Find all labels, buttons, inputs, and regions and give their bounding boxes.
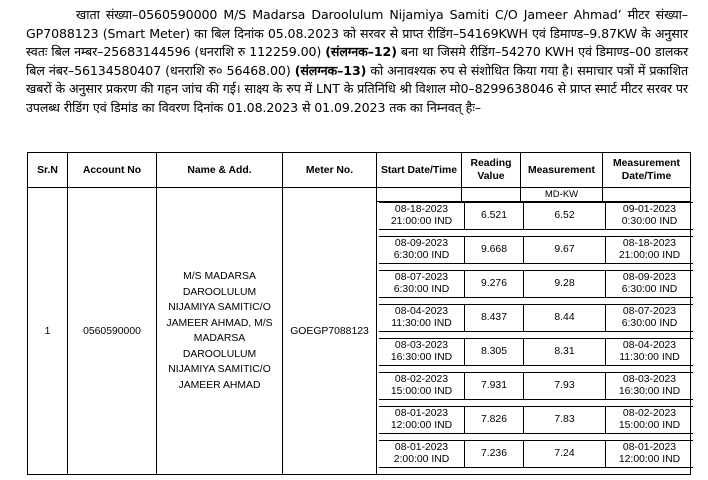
cell-measurement-measurement: 6.52	[554, 210, 575, 221]
cell-measurement-datetime	[605, 372, 693, 400]
cell-start-datetime-start-time: 12:00:00 IND	[390, 420, 453, 431]
cell-start-datetime-start-date: 08-03-2023	[394, 340, 449, 351]
cell-reading-reading: 9.276	[480, 278, 507, 289]
cell-measurement-datetime-m-date: 08-02-2023	[622, 408, 677, 419]
header-reading: Reading Value	[462, 153, 521, 188]
cell-reading	[464, 372, 523, 400]
cell-reading	[464, 202, 523, 230]
cell-measurement-datetime-m-time: 15:00:00 IND	[618, 420, 681, 431]
cell-start-datetime-start-date: 08-01-2023	[394, 408, 449, 419]
cell-start-datetime	[379, 372, 464, 400]
cell-measurement-datetime-m-date: 08-18-2023	[622, 238, 677, 249]
header-account: Account No	[68, 153, 157, 188]
cell-reading-reading: 7.826	[480, 414, 507, 425]
cell-meter: GOEGP7088123	[283, 188, 377, 475]
table-row	[379, 236, 693, 264]
cell-measurement-measurement: 7.24	[554, 448, 575, 459]
cell-measurement-measurement: 7.83	[554, 414, 575, 425]
cell-start-datetime-start-date: 08-02-2023	[394, 374, 449, 385]
header-meter: Meter No.	[283, 153, 377, 188]
cell-measurement-datetime	[605, 440, 693, 468]
cell-measurement-datetime-m-date: 09-01-2023	[622, 204, 677, 215]
table-row	[379, 270, 693, 298]
cell-measurement	[523, 304, 605, 332]
cell-start-datetime-start-time: 11:30:00 IND	[391, 318, 452, 329]
paragraph-text-2: बना था जिसमे रीडिंग–54270 KWH एवं डिमाण्ड–00 डालकर बिल नंबर–56134580407 (धनराशि रु० 56468.00)	[26, 44, 688, 78]
cell-measurement-datetime	[605, 202, 693, 230]
paragraph-text-3: को अनावश्यक रुप से संशोधित किया गया है। समाचार पत्रों में प्रकाशित खबरों के अनुसार प्रकरण की गहन जांच की गई। साक्ष्य के रुप में LNT के प्रतिनिधि श्री विशाल मो0–8299638046 से प्राप्त स्मार्ट मीटर सरवर पर उपलब्ध रीडिंग एवं डिमांड का विवरण दिनांक 01.08.2023 से 01.09.2023 तक का निम्नवत् हैः–	[26, 62, 689, 115]
cell-reading	[464, 270, 523, 298]
table-row	[379, 304, 693, 332]
cell-start-datetime-start-time: 6:30:00 IND	[393, 284, 450, 295]
cell-reading	[464, 440, 523, 468]
cell-start-datetime-start-time: 2:00:00 IND	[393, 454, 450, 465]
cell-reading	[464, 236, 523, 264]
cell-measurement-measurement: 8.31	[554, 346, 575, 357]
cell-measurement	[523, 202, 605, 230]
cell-reading	[464, 406, 523, 434]
cell-measurement	[523, 372, 605, 400]
cell-measurement-datetime	[605, 338, 693, 366]
cell-start-datetime	[379, 270, 464, 298]
cell-measurement	[523, 236, 605, 264]
cell-measurement-measurement: 9.67	[554, 244, 575, 255]
cell-reading-reading: 8.305	[480, 346, 507, 357]
table-header-row	[28, 153, 691, 188]
cell-measurement	[523, 338, 605, 366]
cell-start-datetime	[379, 338, 464, 366]
cell-measurement-datetime-m-date: 08-04-2023	[622, 340, 677, 351]
cell-start-datetime-start-date: 08-07-2023	[394, 272, 449, 283]
cell-reading-reading: 8.437	[480, 312, 507, 323]
cell-measurement-datetime	[605, 304, 693, 332]
unit-label: MD-KW	[521, 188, 603, 202]
header-measurement: Measurement	[521, 153, 603, 188]
cell-measurement-datetime-m-time: 21:00:00 IND	[618, 250, 681, 261]
cell-start-datetime	[379, 406, 464, 434]
annexure-13-label: (संलग्नक–13)	[294, 62, 367, 78]
records-subtable	[379, 196, 693, 474]
header-start: Start Date/Time	[377, 153, 462, 188]
cell-measurement	[523, 440, 605, 468]
cell-measurement-datetime	[605, 406, 693, 434]
table-row	[379, 338, 693, 366]
cell-start-datetime-start-date: 08-18-2023	[394, 204, 449, 215]
cell-measurement	[523, 406, 605, 434]
cell-reading-reading: 6.521	[480, 210, 507, 221]
cell-start-datetime	[379, 236, 464, 264]
cell-measurement-datetime-m-time: 6:30:00 IND	[621, 284, 678, 295]
cell-reading	[464, 304, 523, 332]
cell-account: 0560590000	[68, 188, 157, 475]
cell-start-datetime-start-time: 21:00:00 IND	[390, 216, 453, 227]
header-srn: Sr.N	[28, 153, 68, 188]
cell-measurement-datetime-m-date: 08-03-2023	[622, 374, 677, 385]
cell-reading	[464, 338, 523, 366]
paragraph-text-1: खाता संख्या–0560590000 M/S Madarsa Daroolulum Nijamiya Samiti C/O Jameer Ahmad’ मीटर संख्या– GP7088123 (Smart Meter) का बिल दिनांक 05.08.2023 को सरवर से प्राप्त रीडिंग–54169KWH एवं डिमाण्ड–9.87KW के अनुसार स्वतः बिल नम्बर–25683144596 (धनराशि रु 112259.00)	[26, 7, 688, 60]
cell-start-datetime-start-time: 6:30:00 IND	[393, 250, 450, 261]
cell-start-datetime	[379, 304, 464, 332]
cell-measurement-datetime-m-time: 16:30:00 IND	[618, 386, 681, 397]
cell-name: M/S MADARSA DAROOLULUM NIJAMIYA SAMITIC/O JAMEER AHMAD, M/S MADARSA DAROOLULUM NIJAMIYA SAMITIC/O JAMEER AHMAD	[157, 188, 283, 475]
cell-reading-reading: 9.668	[480, 244, 507, 255]
cell-measurement-datetime-m-date: 08-01-2023	[622, 442, 677, 453]
cell-start-datetime-start-date: 08-09-2023	[394, 238, 449, 249]
header-name: Name & Add.	[157, 153, 283, 188]
table-row	[379, 372, 693, 400]
records-cell	[377, 202, 691, 475]
cell-measurement-datetime-m-time: 12:00:00 IND	[618, 454, 681, 465]
cell-measurement-datetime-m-time: 11:30:00 IND	[619, 352, 680, 363]
cell-measurement-datetime-m-time: 0:30:00 IND	[621, 216, 678, 227]
annexure-12-label: (संलग्नक–12)	[325, 44, 397, 60]
cell-measurement-datetime-m-time: 6:30:00 IND	[621, 318, 678, 329]
table-row	[379, 202, 693, 230]
cell-start-datetime-start-date: 08-04-2023	[394, 306, 449, 317]
cell-measurement-measurement: 7.93	[554, 380, 575, 391]
cell-reading-reading: 7.236	[480, 448, 507, 459]
cell-start-datetime-start-date: 08-01-2023	[394, 442, 449, 453]
cell-measurement-datetime	[605, 236, 693, 264]
cell-start-datetime-start-time: 16:30:00 IND	[390, 352, 453, 363]
cell-measurement-measurement: 9.28	[554, 278, 575, 289]
cell-measurement-datetime-m-date: 08-09-2023	[622, 272, 677, 283]
cell-measurement-datetime	[605, 270, 693, 298]
table-row	[379, 440, 693, 468]
cell-measurement-datetime-m-date: 08-07-2023	[622, 306, 677, 317]
header-mdate: Measurement Date/Time	[603, 153, 691, 188]
table-row	[379, 406, 693, 434]
cell-srn: 1	[28, 188, 68, 475]
body-paragraph	[26, 6, 688, 118]
cell-measurement	[523, 270, 605, 298]
meter-reading-table	[27, 152, 691, 475]
cell-measurement-measurement: 8.44	[554, 312, 575, 323]
cell-start-datetime	[379, 202, 464, 230]
cell-start-datetime	[379, 440, 464, 468]
cell-start-datetime-start-time: 15:00:00 IND	[390, 386, 453, 397]
cell-reading-reading: 7.931	[480, 380, 507, 391]
